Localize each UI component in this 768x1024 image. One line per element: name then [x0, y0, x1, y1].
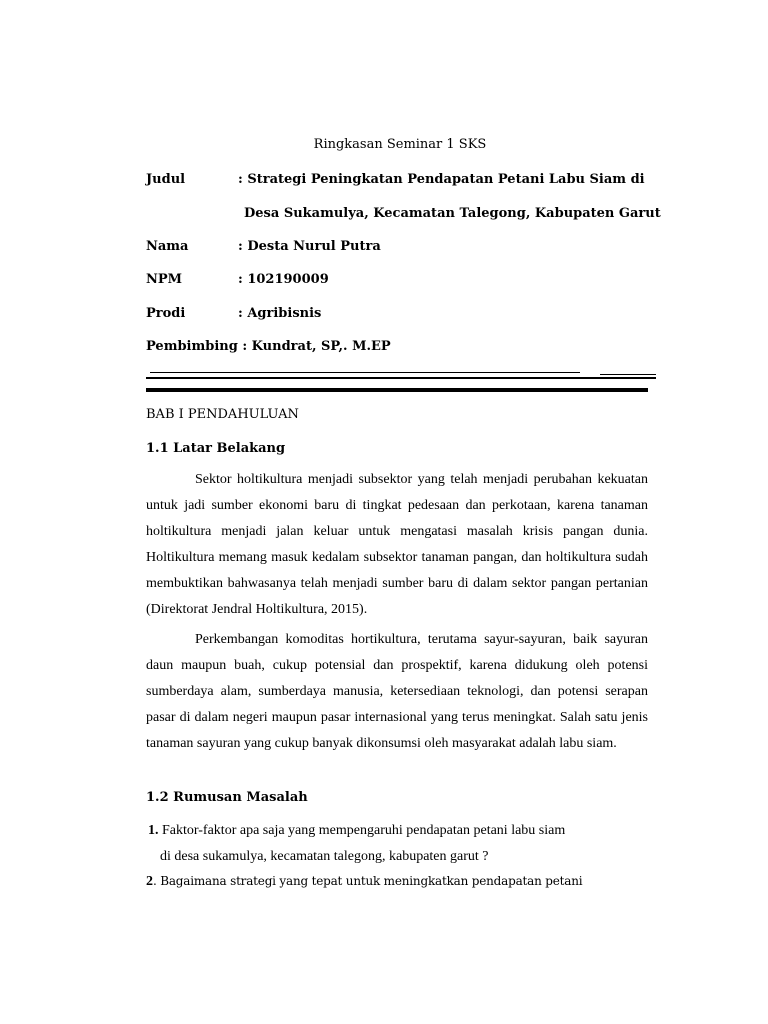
divider-thin-top	[150, 372, 580, 373]
divider-medium	[146, 377, 656, 379]
meta-value-pembimbing: : Kundrat, SP,. M.EP	[237, 339, 391, 354]
meta-label-nama: Nama	[146, 239, 189, 254]
divider-thin-right	[600, 374, 656, 375]
meta-nama	[146, 239, 381, 254]
list-item-1-continued: di desa sukamulya, kecamatan talegong, kabupaten garut ?	[160, 849, 489, 864]
meta-label-pembimbing: Pembimbing	[146, 339, 238, 354]
list-item-1-number: 1.	[148, 823, 159, 838]
list-item-1	[148, 823, 565, 839]
meta-value-nama: : Desta Nurul Putra	[238, 239, 381, 254]
meta-label-npm: NPM	[146, 272, 183, 287]
list-item-2-text: . Bagaimana strategi yang tepat untuk meningkatkan pendapatan petani	[153, 874, 583, 888]
meta-pembimbing	[146, 339, 391, 354]
paragraph-latar-belakang-1: Sektor holtikultura menjadi subsektor yang telah menjadi perubahan kekuatan untuk jadi sumber ekonomi baru di tingkat pedesaan dan perkotaan, karena tanaman holtikultura menjadi jalan keluar untuk mengatasi masalah krisis pangan dunia. Holtikultura memang masuk kedalam subsektor tanaman pangan, dan holtikultura sudah membuktikan bahwasanya telah menjadi sumber baru di dalam sektor pangan pertanian (Direktorat Jendral Holtikultura, 2015).	[146, 472, 648, 617]
meta-label-judul: Judul	[146, 172, 186, 187]
meta-value-judul: : Strategi Peningkatan Pendapatan Petani Labu Siam di	[238, 172, 645, 187]
section-heading-latar-belakang: 1.1 Latar Belakang	[146, 441, 286, 456]
meta-value-judul-continued: Desa Sukamulya, Kecamatan Talegong, Kabupaten Garut	[244, 206, 661, 221]
chapter-heading: BAB I PENDAHULUAN	[146, 407, 299, 422]
list-item-2-number: 2	[146, 874, 153, 889]
meta-judul	[146, 172, 645, 187]
meta-label-prodi: Prodi	[146, 306, 186, 321]
paragraph-latar-belakang-2: Perkembangan komoditas hortikultura, terutama sayur-sayuran, baik sayuran daun maupun buah, cukup potensial dan prospektif, karena didukung oleh potensi sumberdaya alam, sumberdaya manusia, ketersediaan teknologi, dan potensi serapan pasar di dalam negeri maupun pasar internasional yang terus meningkat. Salah satu jenis tanaman sayuran yang cukup banyak dikonsumsi oleh masyarakat adalah labu siam.	[146, 632, 648, 751]
list-item-2	[146, 874, 582, 890]
document-title: Ringkasan Seminar 1 SKS	[313, 137, 487, 152]
meta-npm	[146, 272, 329, 287]
section-heading-rumusan-masalah: 1.2 Rumusan Masalah	[146, 790, 308, 805]
meta-value-prodi: : Agribisnis	[238, 306, 322, 321]
list-item-1-text: Faktor-faktor apa saja yang mempengaruhi pendapatan petani labu siam	[158, 823, 566, 838]
meta-prodi	[146, 306, 321, 321]
divider-thick	[146, 388, 648, 392]
meta-value-npm: : 102190009	[238, 272, 329, 287]
